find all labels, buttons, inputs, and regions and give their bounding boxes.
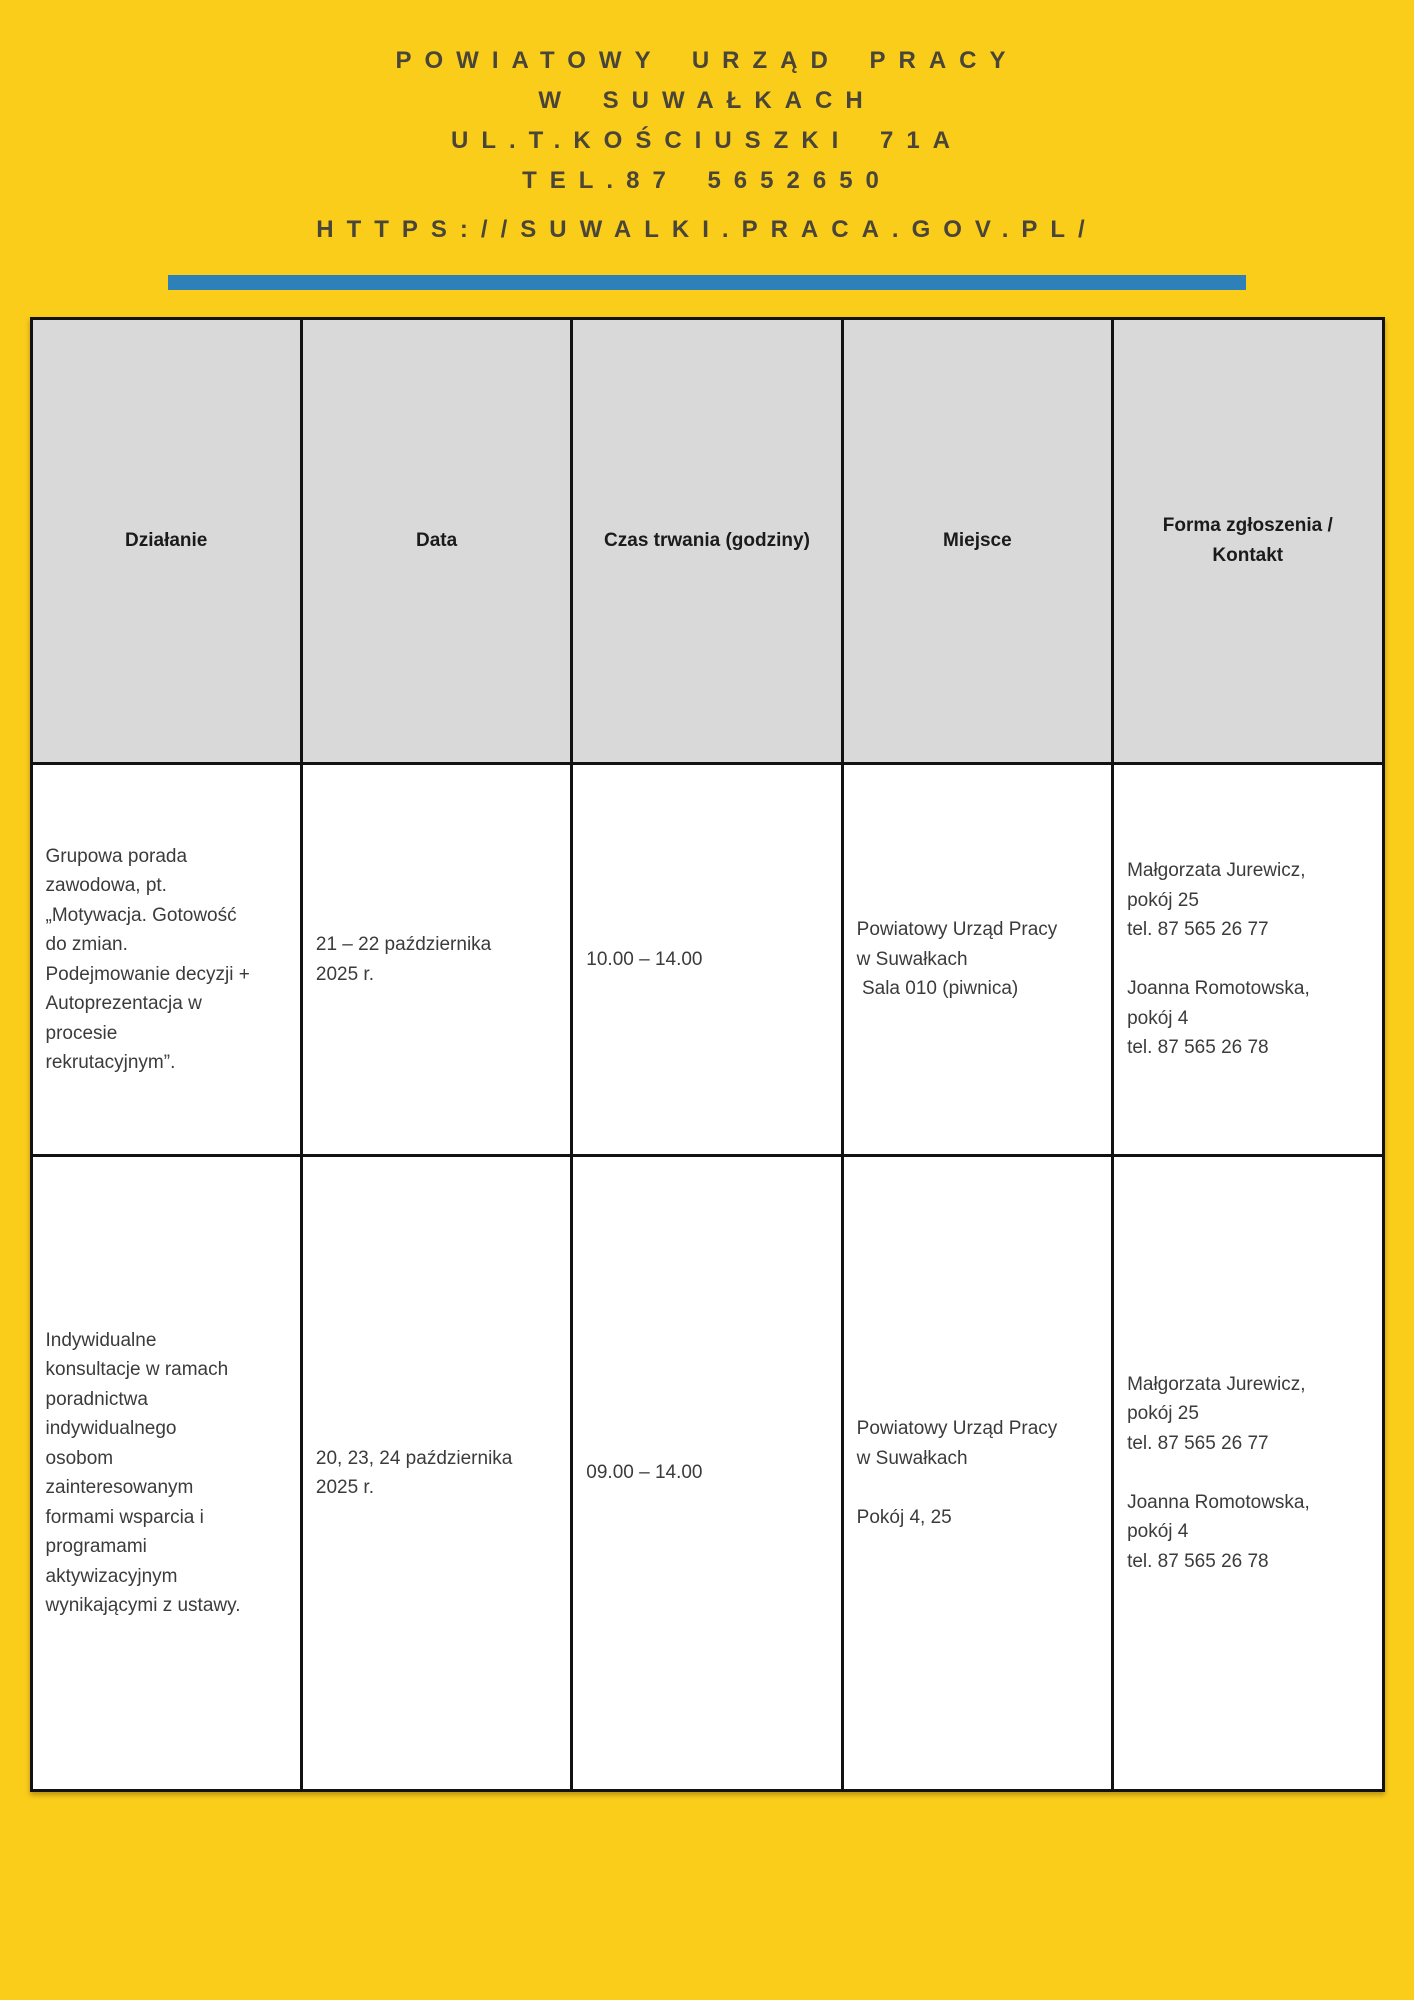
column-header-forma-zgloszenia: Forma zgłoszenia / Kontakt [1113, 319, 1383, 764]
column-header-czas-trwania: Czas trwania (godziny) [572, 319, 842, 764]
cell-kontakt: Małgorzata Jurewicz, pokój 25 tel. 87 565 26 77 Joanna Romotowska, pokój 4 tel. 87 565 26 78 [1113, 764, 1383, 1156]
column-header-miejsce: Miejsce [842, 319, 1112, 764]
office-phone: TEL.87 5652650 [522, 167, 892, 194]
office-header [0, 0, 1414, 250]
office-website-url: HTTPS://SUWALKI.PRACA.GOV.PL/ [316, 216, 1098, 243]
cell-data: 21 – 22 października 2025 r. [301, 764, 571, 1156]
column-header-data: Data [301, 319, 571, 764]
cell-miejsce: Powiatowy Urząd Pracy w Suwałkach Pokój 4, 25 [842, 1156, 1112, 1791]
cell-miejsce: Powiatowy Urząd Pracy w Suwałkach Sala 010 (piwnica) [842, 764, 1112, 1156]
cell-czas-trwania: 09.00 – 14.00 [572, 1156, 842, 1791]
column-header-dzialanie: Działanie [31, 319, 301, 764]
cell-dzialanie: Grupowa porada zawodowa, pt. „Motywacja. Gotowość do zmian. Podejmowanie decyzji + Autoprezentacja w procesie rekrutacyjnym”. [31, 764, 301, 1156]
divider-line [168, 275, 1246, 290]
office-name-line-2: W SUWAŁKACH [538, 87, 876, 114]
office-name-line-1: POWIATOWY URZĄD PRACY [395, 47, 1019, 74]
cell-kontakt: Małgorzata Jurewicz, pokój 25 tel. 87 565 26 77 Joanna Romotowska, pokój 4 tel. 87 565 26 78 [1113, 1156, 1383, 1791]
cell-dzialanie: Indywidualne konsultacje w ramach poradnictwa indywidualnego osobom zainteresowanym formami wsparcia i programami aktywizacyjnym wynikającymi z ustawy. [31, 1156, 301, 1791]
table-header-row [31, 319, 1383, 764]
office-address: UL.T.KOŚCIUSZKI 71A [450, 127, 964, 154]
schedule-table [30, 317, 1385, 1792]
cell-data: 20, 23, 24 października 2025 r. [301, 1156, 571, 1791]
table-row-indywidualne-konsultacje [31, 1156, 1383, 1791]
cell-czas-trwania: 10.00 – 14.00 [572, 764, 842, 1156]
table-row-grupowa-porada [31, 764, 1383, 1156]
